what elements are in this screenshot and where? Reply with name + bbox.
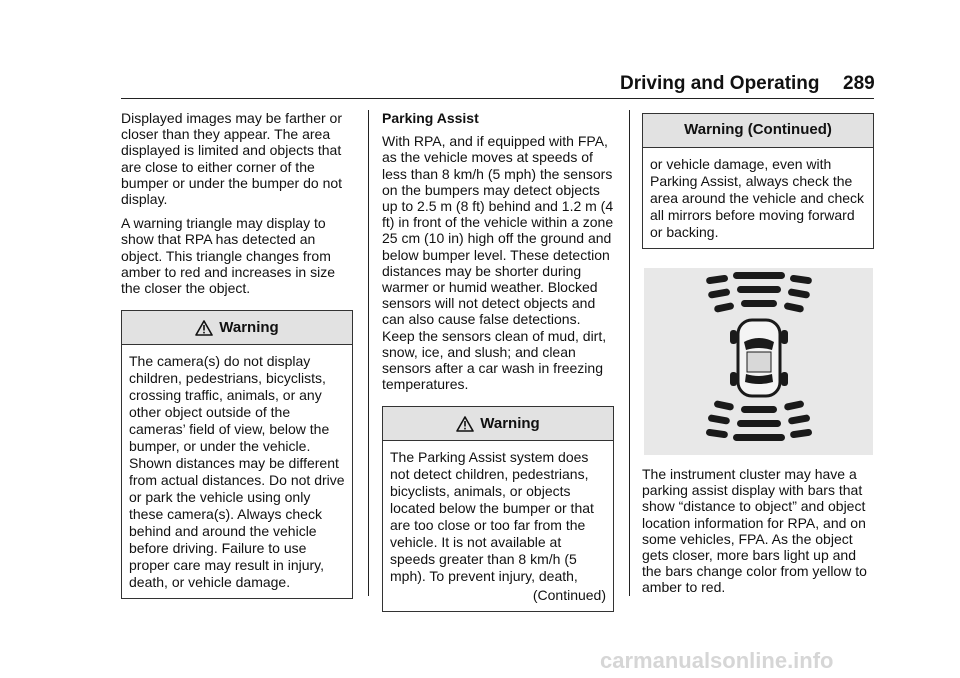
paragraph: Displayed images may be farther or closer than they appear. The area displayed is limited and objects that are close to either corner of the bumper or under the bumper do not display. — [121, 110, 343, 208]
warning-body: or vehicle damage, even with Parking Assist, always check the area around the vehicle and check all mirrors before moving forward or backing. — [650, 156, 865, 240]
parking-assist-display-icon — [644, 268, 873, 455]
warning-text: The Parking Assist system does not detect children, pedestrians, bicyclists, animals, or objects located below the bumper or that are too close or too far from the vehicle. It is not available at speeds greater than 8 km/h (5 mph). To prevent injury, death, — [390, 449, 594, 585]
section-title: Driving and Operating — [620, 73, 820, 94]
warning-triangle-icon — [456, 416, 474, 432]
warning-title: Warning (Continued) — [684, 121, 832, 139]
column-3 — [642, 113, 874, 249]
column-divider — [368, 110, 369, 596]
header-divider — [121, 98, 874, 99]
continued-note: (Continued) — [532, 587, 606, 604]
paragraph: The instrument cluster may have a parking assist display with bars that show “distance to object” and object location information for RPA, and on some vehicles, FPA. As the object gets closer, more bars light up and the bars change color from yellow to amber to red. — [642, 466, 867, 596]
column-divider — [629, 110, 630, 596]
warning-box-continued — [642, 113, 874, 249]
watermark: carmanualsonline.info — [600, 648, 834, 673]
warning-box — [121, 310, 353, 599]
rear-bars — [706, 400, 813, 441]
warning-body — [383, 441, 613, 611]
warning-body: The camera(s) do not display children, pedestrians, bicyclists, crossing traffic, animals, or any other object outside of the cameras’ field of view, below the bumper, or under the vehicle. Shown distances may be different from actual distances. Do not drive or park the vehicle using only these camera(s). Always check behind and around the vehicle before driving. Failure to use proper care may result in injury, death, or vehicle damage. — [129, 353, 345, 591]
front-bars — [706, 272, 813, 313]
warning-header — [122, 311, 352, 345]
warning-title: Warning — [480, 414, 540, 432]
paragraph: With RPA, and if equipped with FPA, as the vehicle moves at speeds of less than 8 km/h (5 mph) the sensors on the bumpers may detect objects up to 2.5 m (8 ft) behind and 1.2 m (4 ft) in front of the vehicle within a zone 25 cm (10 in) high off the ground and below bumper level. These detection distances may be shorter during warmer or humid weather. Blocked sensors will not detect objects and can also cause false detections. Keep the sensors clean of mud, dirt, snow, ice, and slush; and clean sensors after a car wash in freezing temperatures. — [382, 133, 614, 393]
warning-header — [383, 407, 613, 441]
page-number: 289 — [843, 73, 875, 94]
warning-title: Warning — [219, 318, 279, 336]
column-2 — [382, 110, 614, 612]
subheading: Parking Assist — [382, 110, 479, 126]
warning-triangle-icon — [195, 320, 213, 336]
warning-box — [382, 406, 614, 612]
warning-header — [643, 114, 873, 148]
page-header — [0, 0, 960, 100]
car-icon — [730, 320, 788, 396]
paragraph: A warning triangle may display to show that RPA has detected an object. This triangle changes from amber to red and increases in size the closer the object. — [121, 215, 335, 297]
column-1 — [121, 110, 353, 599]
